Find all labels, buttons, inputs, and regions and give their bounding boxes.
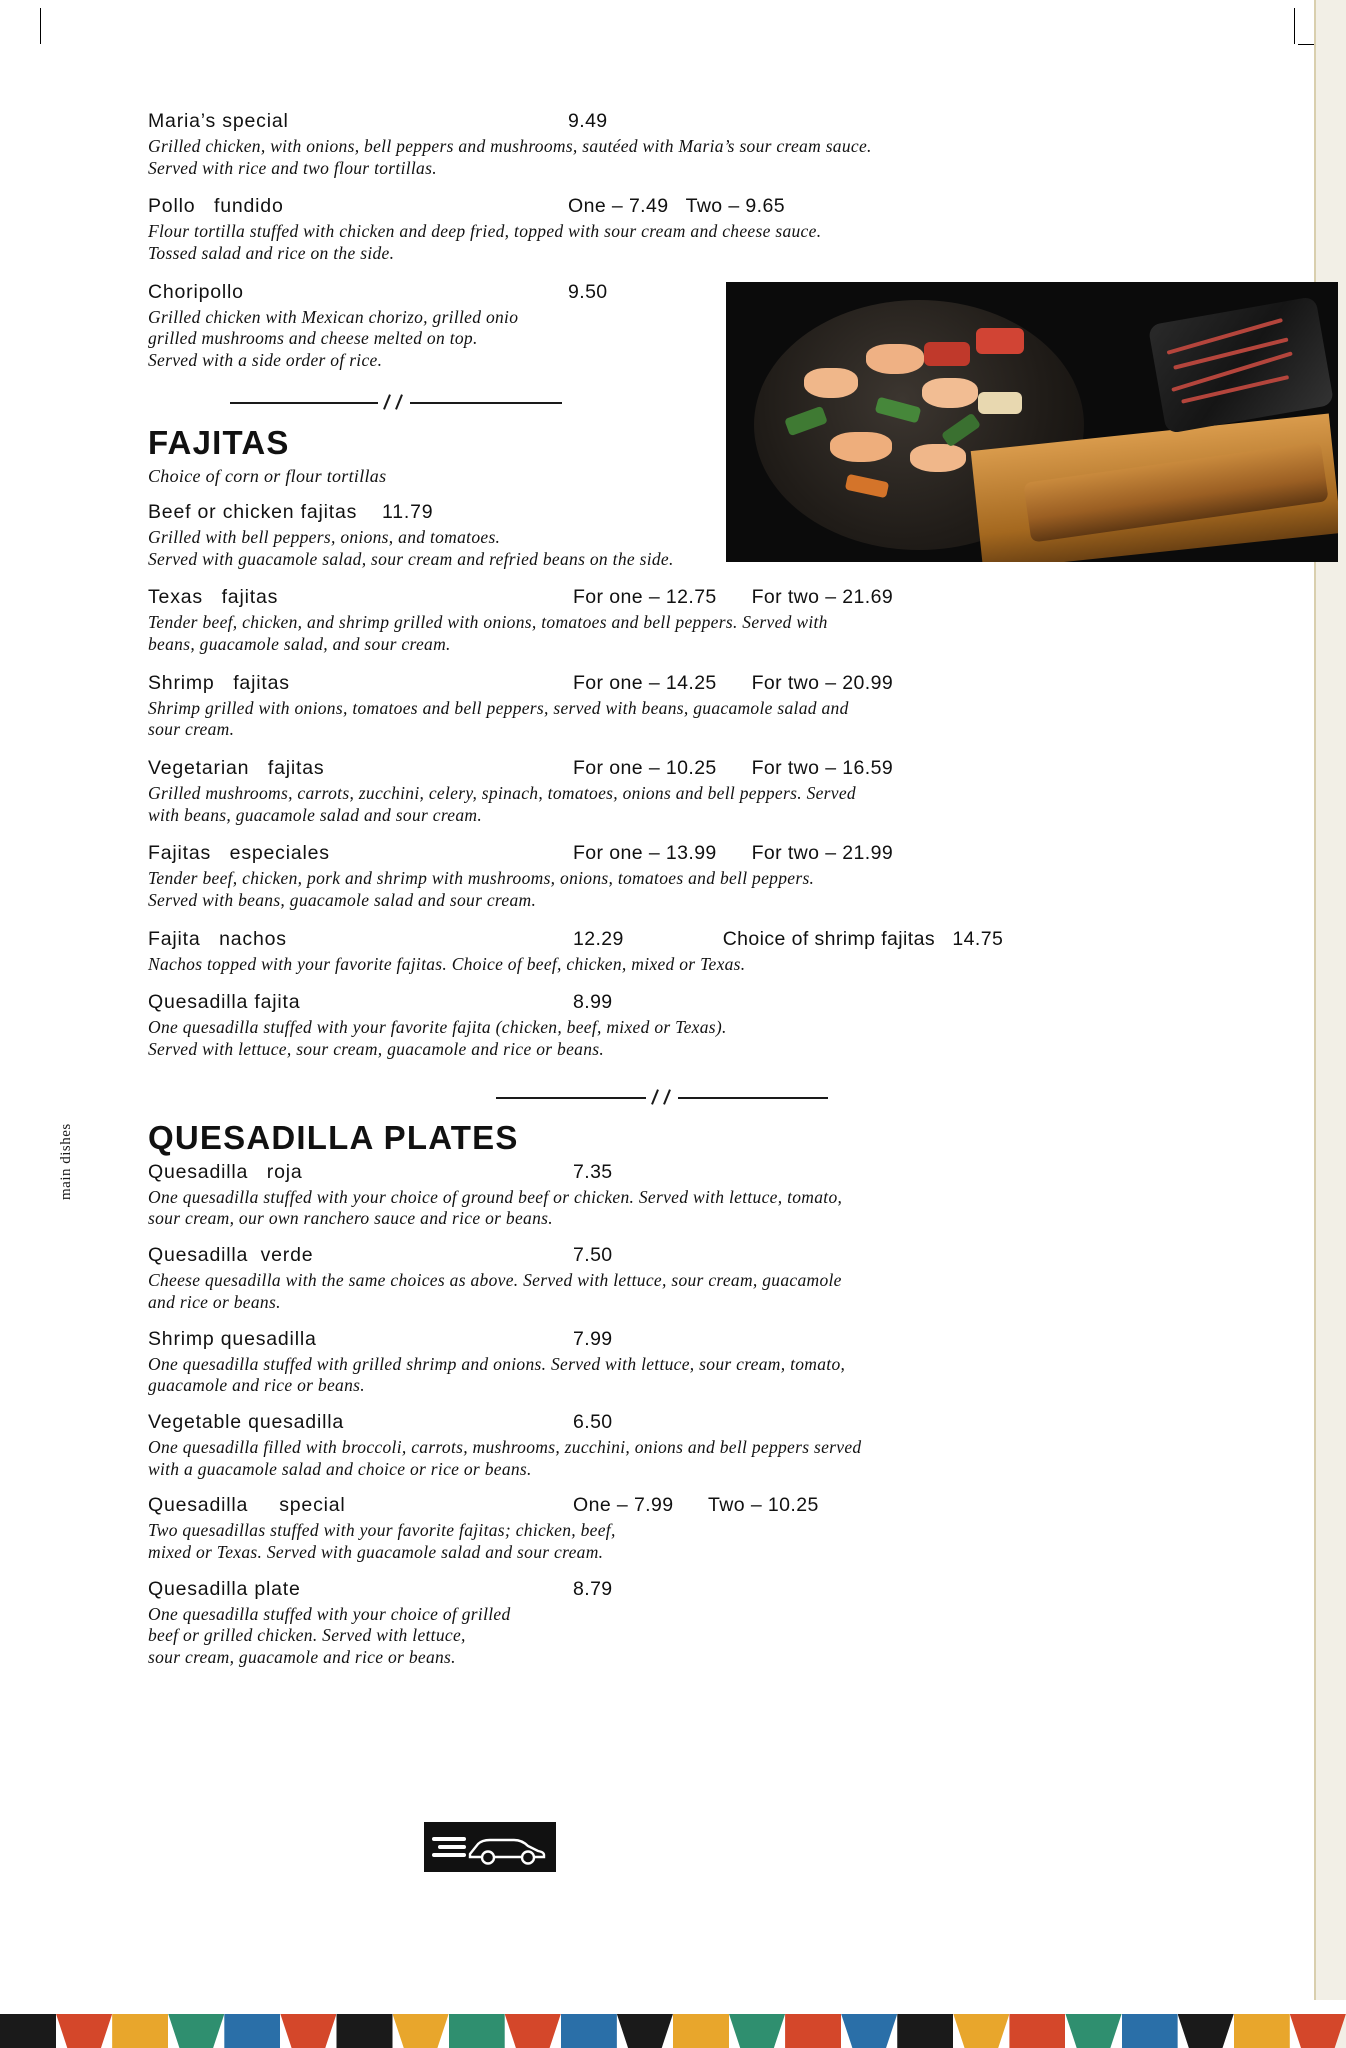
band-segment (1009, 2014, 1065, 2048)
desc-line: with a guacamole salad and choice or rice or beans. (148, 1458, 532, 1479)
item-price: For one – 14.25 For two – 20.99 (573, 671, 894, 694)
item-description (148, 1270, 1158, 1313)
item-price: 8.99 (573, 991, 613, 1014)
desc-line: Cheese quesadilla with the same choices as above. Served with lettuce, sour cream, guacamole (148, 1270, 842, 1291)
desc-line: and rice or beans. (148, 1291, 281, 1312)
desc-line: beef or grilled chicken. Served with lettuce, (148, 1625, 466, 1646)
band-segment (56, 2014, 112, 2048)
item-description (148, 954, 1158, 976)
item-description (148, 1437, 1158, 1480)
item-name: Quesadilla plate (148, 1577, 301, 1600)
desc-line: One quesadilla stuffed with grilled shrimp and onions. Served with lettuce, sour cream, tomato, (148, 1353, 846, 1374)
bottom-decorative-band (0, 2000, 1346, 2048)
menu-item (148, 195, 1158, 264)
foil-wrap-shape (1148, 296, 1335, 434)
section-title-quesadillas: QUESADILLA PLATES (148, 1118, 519, 1156)
band-segment (617, 2014, 673, 2048)
band-segment (673, 2014, 729, 2048)
menu-item (148, 1161, 1158, 1230)
band-segment (393, 2014, 449, 2048)
desc-line: Tender beef, chicken, pork and shrimp with mushrooms, onions, tomatoes and bell peppers. (148, 868, 815, 889)
desc-line: with beans, guacamole salad and sour cream. (148, 804, 483, 825)
desc-line: One quesadilla stuffed with your choice of ground beef or chicken. Served with lettuce, tomato, (148, 1186, 843, 1207)
desc-line: guacamole and rice or beans. (148, 1375, 365, 1396)
band-segment (729, 2014, 785, 2048)
desc-line: Grilled chicken with Mexican chorizo, grilled onio (148, 306, 519, 327)
item-description (148, 783, 1158, 826)
desc-line: Grilled with bell peppers, onions, and tomatoes. (148, 526, 501, 547)
item-name: Beef or chicken fajitas 11.79 (148, 500, 434, 523)
desc-line: sour cream, guacamole and rice or beans. (148, 1647, 456, 1667)
item-price: For one – 10.25 For two – 16.59 (573, 756, 894, 779)
band-segment (1234, 2014, 1290, 2048)
band-segment (785, 2014, 841, 2048)
item-description (148, 1520, 1158, 1563)
item-description (148, 1354, 1158, 1397)
menu-item (148, 672, 1158, 741)
band-segment (449, 2014, 505, 2048)
desc-line: One quesadilla stuffed with your favorite fajita (chicken, beef, mixed or Texas). (148, 1017, 727, 1038)
item-price: 6.50 (573, 1410, 613, 1433)
desc-line: grilled mushrooms and cheese melted on top. (148, 328, 478, 349)
desc-line: sour cream, our own ranchero sauce and rice or beans. (148, 1208, 553, 1229)
desc-line: Flour tortilla stuffed with chicken and deep fried, topped with sour cream and cheese sauce. (148, 221, 822, 242)
item-price: One – 7.49 Two – 9.65 (568, 195, 785, 218)
item-description (148, 1017, 1158, 1060)
car-delivery-icon (424, 1822, 556, 1872)
item-name: Texas fajitas (148, 586, 279, 609)
menu-item (148, 1411, 1158, 1480)
item-description (148, 307, 708, 372)
menu-item (148, 1578, 1158, 1669)
desc-line: Grilled mushrooms, carrots, zucchini, celery, spinach, tomatoes, onions and bell peppers. Served (148, 782, 856, 803)
item-description (148, 698, 1158, 741)
item-name: Shrimp quesadilla (148, 1327, 317, 1350)
menu-item (148, 110, 1158, 179)
desc-line: One quesadilla filled with broccoli, carrots, mushrooms, zucchini, onions and bell peppers served (148, 1436, 862, 1457)
band-segment (505, 2014, 561, 2048)
menu-item (148, 842, 1158, 911)
desc-line: Tender beef, chicken, and shrimp grilled with onions, tomatoes and bell peppers. Served with (148, 612, 828, 633)
section-divider-quesadillas (148, 1083, 1158, 1113)
menu-item (148, 1494, 1158, 1563)
section-divider-fajitas (148, 388, 1158, 418)
item-price: 8.79 (573, 1577, 613, 1600)
band-segment (112, 2014, 168, 2048)
band-segment (897, 2014, 953, 2048)
desc-line: beans, guacamole salad, and sour cream. (148, 633, 451, 654)
item-name: Choripollo (148, 280, 244, 303)
menu-item (148, 757, 1158, 826)
item-price: 7.35 (573, 1160, 613, 1183)
item-price: For one – 12.75 For two – 21.69 (573, 586, 894, 609)
item-description (148, 136, 1158, 179)
band-segment (336, 2014, 392, 2048)
menu-content (148, 110, 1158, 1685)
item-price: 9.49 (568, 110, 608, 132)
item-price: 9.50 (568, 280, 608, 303)
menu-item (148, 281, 708, 372)
band-segment (1178, 2014, 1234, 2048)
band-segment (0, 2014, 56, 2048)
desc-line: Two quesadillas stuffed with your favorite fajitas; chicken, beef, (148, 1520, 616, 1541)
desc-line: mixed or Texas. Served with guacamole salad and sour cream. (148, 1541, 604, 1562)
item-price: 7.50 (573, 1244, 613, 1267)
item-description (148, 1604, 1158, 1669)
menu-item (148, 1328, 1158, 1397)
desc-line: Nachos topped with your favorite fajitas. Choice of beef, chicken, mixed or Texas. (148, 953, 746, 974)
menu-item (148, 991, 1158, 1060)
band-segment (1065, 2014, 1121, 2048)
item-price: 7.99 (573, 1327, 613, 1350)
item-name: Shrimp fajitas (148, 671, 290, 694)
item-description (148, 221, 1158, 264)
desc-line: Tossed salad and rice on the side. (148, 243, 395, 264)
section-subtitle-fajitas: Choice of corn or flour tortillas (148, 465, 387, 486)
crop-mark-top-right (1294, 8, 1295, 44)
desc-line: Served with beans, guacamole salad and sour cream. (148, 890, 537, 910)
band-segment (224, 2014, 280, 2048)
item-price: For one – 13.99 For two – 21.99 (573, 842, 894, 865)
desc-line: sour cream. (148, 719, 235, 740)
item-name: Vegetable quesadilla (148, 1410, 344, 1433)
item-description (148, 868, 1158, 911)
section-title-fajitas: FAJITAS (148, 423, 290, 461)
item-description (148, 612, 1158, 655)
desc-line: Served with guacamole salad, sour cream and refried beans on the side. (148, 548, 674, 569)
desc-line: Shrimp grilled with onions, tomatoes and bell peppers, served with beans, guacamole salad and (148, 697, 849, 718)
desc-line: One quesadilla stuffed with your choice of grilled (148, 1603, 511, 1624)
section-side-label: main dishes (58, 1123, 74, 1200)
item-name: Quesadilla special (148, 1494, 346, 1517)
desc-line: Served with a side order of rice. (148, 350, 383, 371)
item-name: Quesadilla roja (148, 1160, 303, 1183)
item-name: Fajitas especiales (148, 842, 330, 865)
desc-line: Served with rice and two flour tortillas. (148, 157, 437, 178)
band-segment (561, 2014, 617, 2048)
band-segment (1290, 2014, 1346, 2048)
band-segment (1122, 2014, 1178, 2048)
band-segment (168, 2014, 224, 2048)
item-name: Quesadilla fajita (148, 991, 301, 1014)
item-price: 12.29 Choice of shrimp fajitas 14.75 (573, 927, 1004, 950)
band-segment (841, 2014, 897, 2048)
band-segment (953, 2014, 1009, 2048)
crop-mark-top-left (40, 8, 41, 44)
menu-item (148, 1244, 1158, 1313)
desc-line: Grilled chicken, with onions, bell peppers and mushrooms, sautéed with Maria’s sour cream sauce. (148, 136, 872, 156)
item-price: One – 7.99 Two – 10.25 (573, 1494, 819, 1517)
item-name: Quesadilla verde (148, 1244, 314, 1267)
item-name: Pollo fundido (148, 195, 284, 218)
menu-item (148, 501, 1158, 570)
item-name: Maria’s special (148, 110, 289, 132)
item-name: Vegetarian fajitas (148, 756, 325, 779)
item-description (148, 527, 1158, 570)
band-segment (280, 2014, 336, 2048)
menu-item (148, 586, 1158, 655)
item-description (148, 1187, 1158, 1230)
desc-line: Served with lettuce, sour cream, guacamole and rice or beans. (148, 1039, 605, 1060)
menu-item (148, 928, 1158, 976)
item-name: Fajita nachos (148, 927, 287, 950)
